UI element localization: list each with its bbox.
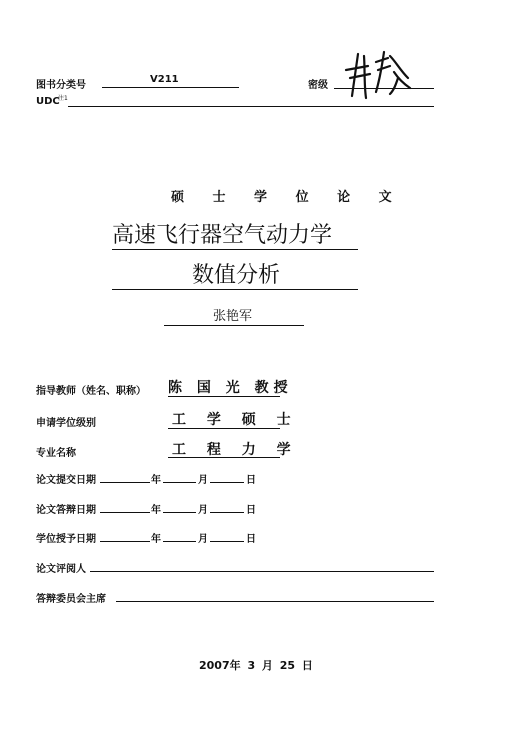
degree-level-value: 工 学 硕 士 bbox=[172, 412, 299, 428]
committee-chair-underline bbox=[116, 601, 434, 602]
author-name: 张艳军 bbox=[213, 309, 253, 324]
award-month-underline bbox=[163, 541, 196, 542]
defense-date-label: 论文答辩日期 bbox=[36, 505, 96, 516]
major-value: 工 程 力 学 bbox=[172, 442, 299, 458]
defense-day-unit: 日 bbox=[246, 505, 256, 516]
title-line1-underline bbox=[112, 249, 358, 250]
award-day-unit: 日 bbox=[246, 534, 256, 545]
udc-note: 注1 bbox=[58, 95, 68, 102]
advisor-underline bbox=[168, 396, 280, 397]
award-year-unit: 年 bbox=[151, 534, 161, 545]
class-number-underline bbox=[102, 87, 239, 88]
udc-label: UDC bbox=[36, 96, 60, 107]
submit-day-unit: 日 bbox=[246, 475, 256, 486]
award-day-underline bbox=[210, 541, 244, 542]
advisor-label: 指导教师（姓名、职称） bbox=[36, 386, 146, 397]
thesis-title-line1: 高速飞行器空气动力学 bbox=[112, 223, 333, 248]
submit-date-label: 论文提交日期 bbox=[36, 475, 96, 486]
submit-month-underline bbox=[163, 482, 196, 483]
submit-year-underline bbox=[100, 482, 150, 483]
thesis-title-line2: 数值分析 bbox=[192, 263, 281, 288]
reviewers-label: 论文评阅人 bbox=[36, 564, 86, 575]
submit-month-unit: 月 bbox=[198, 475, 208, 486]
class-number-value: V211 bbox=[150, 74, 179, 85]
committee-chair-label: 答辩委员会主席 bbox=[36, 594, 106, 605]
advisor-value: 陈 国 光 教授 bbox=[168, 380, 293, 396]
degree-type: 硕 士 学 位 论 文 bbox=[171, 190, 404, 205]
defense-month-underline bbox=[163, 512, 196, 513]
signature-mark bbox=[338, 48, 418, 100]
submit-year-unit: 年 bbox=[151, 475, 161, 486]
degree-level-underline bbox=[168, 428, 280, 429]
major-label: 专业名称 bbox=[36, 448, 76, 459]
award-year-underline bbox=[100, 541, 150, 542]
author-underline bbox=[164, 325, 304, 326]
class-number-label: 图书分类号 bbox=[36, 80, 86, 91]
defense-day-underline bbox=[210, 512, 244, 513]
major-underline bbox=[168, 457, 280, 458]
defense-month-unit: 月 bbox=[198, 505, 208, 516]
submit-day-underline bbox=[210, 482, 244, 483]
udc-underline bbox=[68, 106, 434, 107]
reviewers-underline bbox=[90, 571, 434, 572]
defense-year-unit: 年 bbox=[151, 505, 161, 516]
cover-date: 2007年 3 月 25 日 bbox=[199, 659, 313, 672]
title-line2-underline bbox=[112, 289, 358, 290]
secret-level-label: 密级 bbox=[308, 80, 328, 91]
defense-year-underline bbox=[100, 512, 150, 513]
degree-level-label: 申请学位级别 bbox=[36, 418, 96, 429]
award-month-unit: 月 bbox=[198, 534, 208, 545]
award-date-label: 学位授予日期 bbox=[36, 534, 96, 545]
